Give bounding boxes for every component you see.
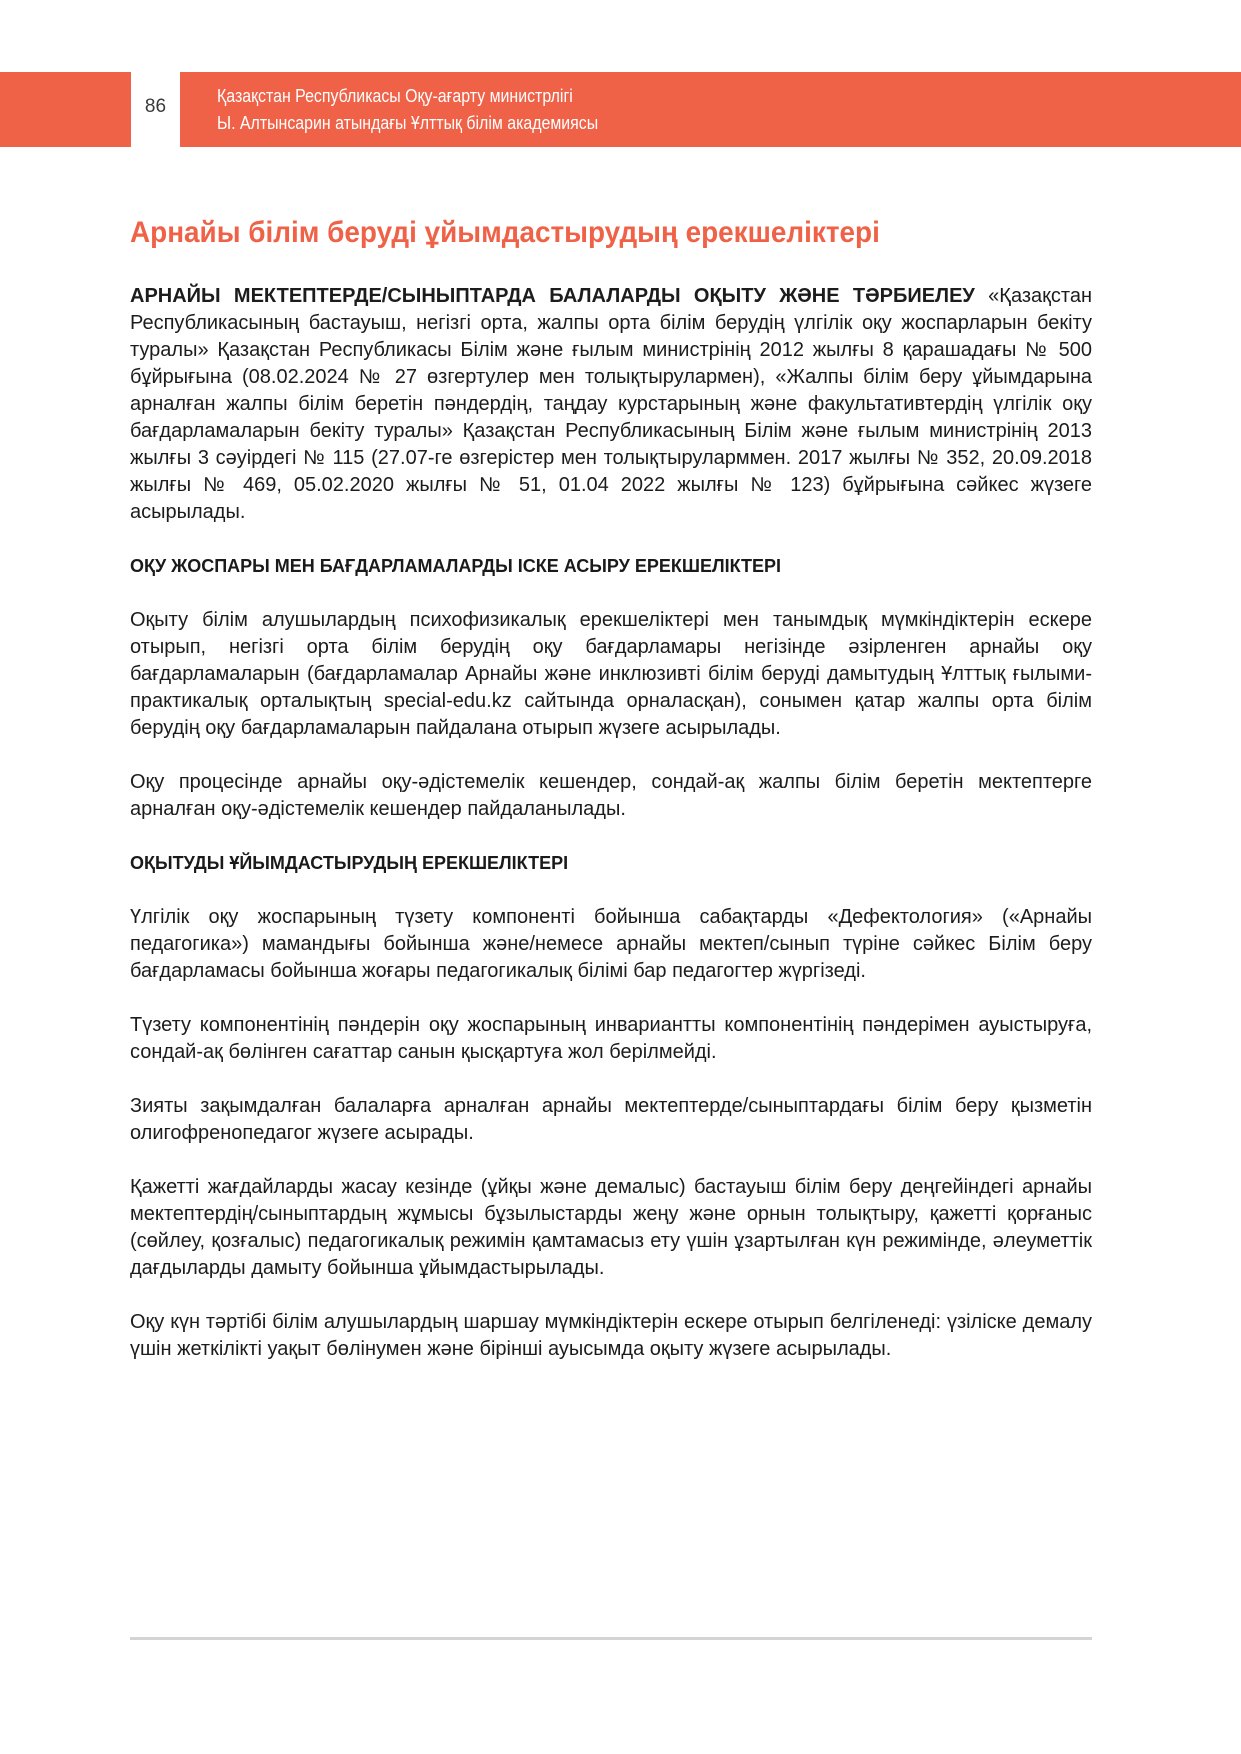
page-title: Арнайы білім беруді ұйымдастырудың ерекшеліктері bbox=[130, 216, 880, 249]
paragraph: Үлгілік оқу жоспарының түзету компоненті бойынша сабақтарды «Дефектология» («Арнайы педагогика») мамандығы бойынша және/немесе арнайы мектеп/сынып түріне сәйкес Білім беру бағдарламасы бойынша жоғары педагогикалық білімі бар педагогтер жүргізеді. bbox=[130, 906, 1092, 982]
header-band bbox=[0, 72, 1241, 147]
paragraph: Оқыту білім алушылардың психофизикалық ерекшеліктері мен танымдық мүмкіндіктерін ескере отырып, негізгі орта білім берудің оқу бағдарламары негізінде әзірленген арнайы оқу бағдарламаларын (бағдарламалар Арнайы және инклюзивті білім беруді дамытудың Ұлттық ғылыми-практикалық орталықтың special-edu.kz сайтында орналасқан), сонымен қатар жалпы орта білім берудің оқу бағдарламаларын пайдалана отырып жүзеге асырылады. bbox=[130, 609, 1092, 739]
intro-text: «Қазақстан Республикасының бастауыш, негізгі орта, жалпы орта білім берудің үлгілік оқу жоспарларын бекіту туралы» Қазақстан Республикасы Білім және ғылым министрінің 2012 жылғы 8 қарашадағы № 500 бұйрығына (08.02.2024 № 27 өзгертулер мен толықтырулармен), «Жалпы білім беру ұйымдарына арналған жалпы білім беретін пәндердің, таңдау курстарының және факультативтердің үлгілік оқу бағдарламаларын бекіту туралы» Қазақстан Республикасының Білім және ғылым министрінің 2013 жылғы 3 сәуірдегі № 115 (27.07-ге өзгерістер мен толықтыруларммен. 2017 жылғы № 352, 20.09.2018 жылғы № 469, 05.02.2020 жылғы № 51, 01.04 2022 жылғы № 123) бұйрығына сәйкес жүзеге асырылады. bbox=[130, 285, 1092, 523]
page-content bbox=[130, 214, 1092, 1390]
intro-paragraph bbox=[130, 283, 1092, 526]
paragraph: Оқу күн тәртібі білім алушылардың шаршау мүмкіндіктерін ескере отырып белгіленеді: үзіліске демалу үшін жеткілікті уақыт бөлінумен және бірінші ауысымда оқыту жүзеге асырылады. bbox=[130, 1311, 1092, 1360]
section-heading-organization: ОҚЫТУДЫ ҰЙЫМДАСТЫРУДЫҢ ЕРЕКШЕЛІКТЕРІ bbox=[130, 853, 569, 873]
paragraph: Түзету компонентінің пәндерін оқу жоспарының инвариантты компонентінің пәндерімен ауыстыруға, сондай-ақ бөлінген сағаттар санын қысқартуға жол берілмейді. bbox=[130, 1014, 1092, 1063]
paragraph: Зияты зақымдалған балаларға арналған арнайы мектептерде/сыныптардағы білім беру қызметін олигофренопедагог жүзеге асырады. bbox=[130, 1095, 1092, 1144]
header-academy: Ы. Алтынсарин атындағы Ұлттық білім академиясы bbox=[217, 112, 599, 133]
section-heading-programs: ОҚУ ЖОСПАРЫ МЕН БАҒДАРЛАМАЛАРДЫ ІСКЕ АСЫРУ ЕРЕКШЕЛІКТЕРІ bbox=[130, 556, 782, 576]
footer-divider bbox=[130, 1637, 1092, 1640]
header-ministry: Қазақстан Республикасы Оқу-ағарту министрлігі bbox=[217, 85, 573, 106]
paragraph: Оқу процесінде арнайы оқу-әдістемелік кешендер, сондай-ақ жалпы білім беретін мектептерге арналған оқу-әдістемелік кешендер пайдаланылады. bbox=[130, 771, 1092, 820]
intro-lead: АРНАЙЫ МЕКТЕПТЕРДЕ/СЫНЫПТАРДА БАЛАЛАРДЫ ОҚЫТУ ЖӘНЕ ТӘРБИЕЛЕУ bbox=[130, 285, 975, 307]
header-publisher bbox=[217, 82, 598, 136]
paragraph: Қажетті жағдайларды жасау кезінде (ұйқы және демалыс) бастауыш білім беру деңгейіндегі арнайы мектептердің/сыныптардың жұмысы бұзылыстарды жеңу және орнын толықтыру, қажетті қорғаныс (сөйлеу, қозғалыс) педагогикалық режимін қамтамасыз ету үшін ұзартылған күн режимінде, әлеуметтік дағдыларды дамыту бойынша ұйымдастырылады. bbox=[130, 1176, 1092, 1279]
page-number: 86 bbox=[144, 96, 167, 117]
